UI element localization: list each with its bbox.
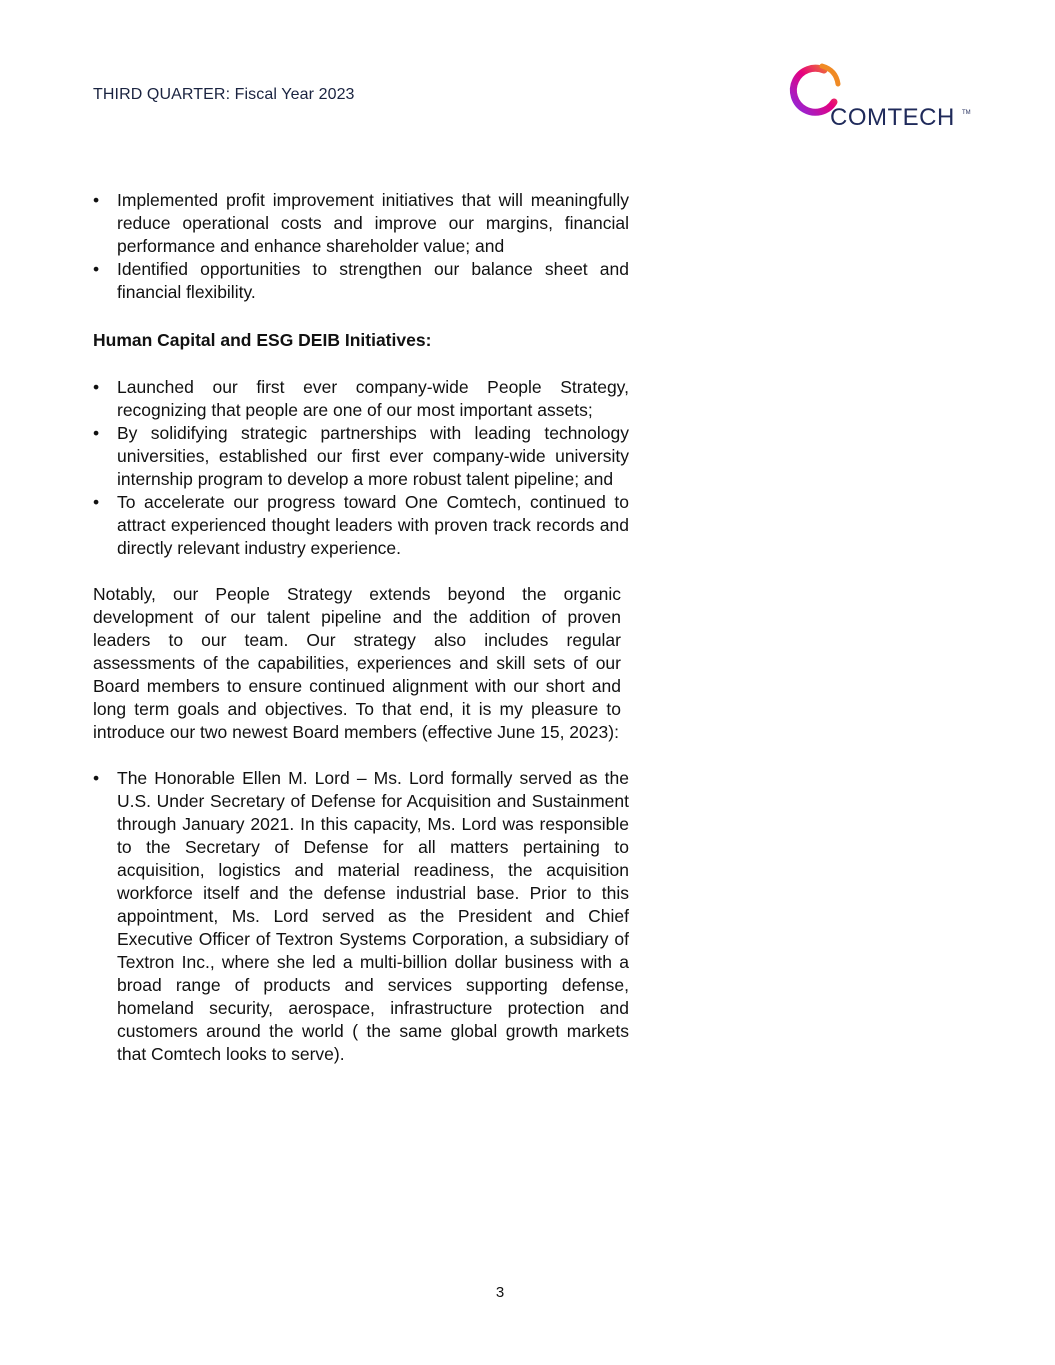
document-header-title: THIRD QUARTER: Fiscal Year 2023	[93, 86, 355, 103]
document-body	[93, 189, 629, 1066]
list-item: • By solidifying strategic partnerships with leading technology universities, established our first ever company-wide university internship program to develop a more robust talent pipeline; and	[93, 422, 629, 491]
comtech-wordmark: COMTECH	[830, 104, 955, 131]
list-item: • The Honorable Ellen M. Lord – Ms. Lord formally served as the U.S. Under Secretary of Defense for Acquisition and Sustainment through January 2021. In this capacity, Ms. Lord was responsible to the Secretary of Defense for all matters pertaining to acquisition, logistics and material readiness, the acquisition workforce itself and the defense industrial base. Prior to this appointment, Ms. Lord served as the President and Chief Executive Officer of Textron Systems Corporation, a subsidiary of Textron Inc., where she led a multi-billion dollar business with a broad range of products and services supporting defense, homeland security, aerospace, infrastructure protection and customers around the world ( the same global growth markets that Comtech looks to serve).	[93, 767, 629, 1066]
comtech-logo	[786, 62, 976, 132]
section-heading-human-capital: Human Capital and ESG DEIB Initiatives:	[93, 330, 432, 350]
list-item: • Implemented profit improvement initiatives that will meaningfully reduce operational costs and improve our margins, financial performance and enhance shareholder value; and	[93, 189, 629, 258]
board-members-list	[93, 767, 629, 1066]
trademark-symbol: TM	[962, 110, 971, 116]
list-item: • Identified opportunities to strengthen our balance sheet and financial flexibility.	[93, 258, 629, 304]
list-item: • To accelerate our progress toward One Comtech, continued to attract experienced thought leaders with proven track records and directly relevant industry experience.	[93, 491, 629, 560]
profit-initiatives-list	[93, 189, 629, 304]
human-capital-list	[93, 376, 629, 560]
people-strategy-paragraph: Notably, our People Strategy extends beyond the organic development of our talent pipeline and the addition of proven leaders to our team. Our strategy also includes regular assessments of the capabilities, experiences and skill sets of our Board members to ensure continued alignment with our short and long term goals and objectives. To that end, it is my pleasure to introduce our two newest Board members (effective June 15, 2023):	[93, 584, 621, 742]
page-number: 3	[495, 1284, 505, 1301]
list-item: • Launched our first ever company-wide People Strategy, recognizing that people are one of our most important assets;	[93, 376, 629, 422]
